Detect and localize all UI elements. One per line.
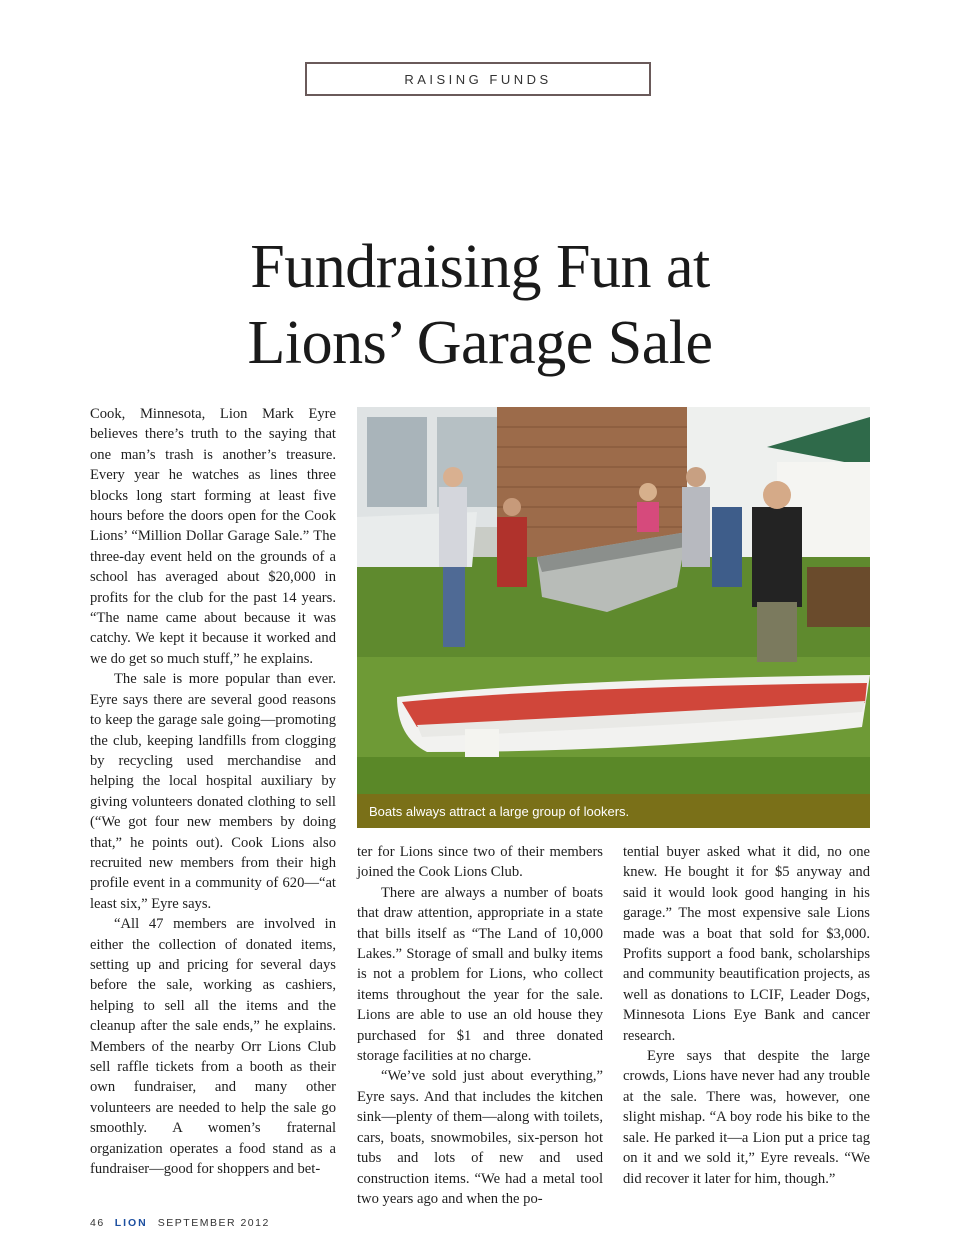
article-paragraph: tential buyer asked what it did, no one knew. He bought it for $5 anyway and said it would look good hanging in his garage.” The most expensive sale Lions made was a boat that sold for $3,000. Profits support a food bank, scholarships and community beautification projects, as well as donations to LCIF, Leader Dogs, Minnesota Lions Eye Bank and cancer research. [623, 844, 870, 1044]
page-footer [90, 1217, 270, 1229]
article-column-3 [623, 842, 870, 1189]
article-column-2 [357, 842, 603, 1209]
article-paragraph: “We’ve sold just about everything,” Eyre says. And that includes the kitchen sink—plenty of them—along with toilets, cars, boats, snowmobiles, six-person hot tubs and lots of new and used construction items. “We had a metal tool two years ago and when the po- [357, 1068, 603, 1207]
headline-line-2: Lions’ Garage Sale [247, 309, 713, 377]
photo-caption: Boats always attract a large group of lookers. [357, 794, 870, 828]
headline-line-1: Fundraising Fun at [250, 233, 710, 301]
article-paragraph: The sale is more popular than ever. Eyre says there are several good reasons to keep the garage sale going—promoting the club, keeping landfills from clogging by recycling used merchandise and helping the local hospital auxiliary by giving volunteers donated clothing to sell (“We got four new members by doing that,” he points out). Cook Lions also recruited new members from their high profile event in a community of 620—“at least six,” Eyre says. [90, 671, 336, 912]
article-paragraph: ter for Lions since two of their members joined the Cook Lions Club. [357, 844, 603, 881]
section-label: RAISING FUNDS [305, 62, 651, 96]
article-paragraph: Eyre says that despite the large crowds, Lions have never had any trouble at the sale. There was, however, one slight mishap. “A boy rode his bike to the sale. He parked it—a Lion put a price tag on it and we sold it,” Eyre reveals. “We did recover it later for him, though.” [623, 1048, 870, 1187]
garage-sale-photo [357, 407, 870, 794]
page-number: 46 [90, 1217, 105, 1229]
article-paragraph: Cook, Minnesota, Lion Mark Eyre believes there’s truth to the saying that one man’s trash is another’s treasure. Every year he watches as lines three blocks long start forming at least five hours before the doors open for the Cook Lions’ “Million Dollar Garage Sale.” The three-day event held on the grounds of a school has averaged about $20,000 in profits for the club for the past 14 years. “The name came about because it was catchy. We kept it because it worked and we do get so much stuff,” he explains. [90, 406, 336, 667]
article-column-1 [90, 404, 336, 1179]
magazine-name: LION [114, 1217, 148, 1229]
article-paragraph: There are always a number of boats that draw attention, appropriate in a state that bills itself as “The Land of 10,000 Lakes.” Storage of small and bulky items is not a problem for Lions, who collect items throughout the year for the sale. Lions are able to use an old house they purchased for $1 and three donated storage facilities at no charge. [357, 884, 603, 1065]
article-paragraph: “All 47 members are involved in either the collection of donated items, setting up and pricing for several days before the sale, working as cashiers, helping to sell all the items and the cleanup after the sale ends,” he explains. Members of the nearby Orr Lions Club sell raffle tickets from a booth as their own fundraiser, and many other volunteers are needed to help the sale go smoothly. A women’s fraternal organization operates a food stand as a fundraiser—good for shoppers and bet- [90, 916, 336, 1178]
issue-date: SEPTEMBER 2012 [157, 1217, 270, 1229]
boats-photo-illustration [357, 407, 870, 794]
